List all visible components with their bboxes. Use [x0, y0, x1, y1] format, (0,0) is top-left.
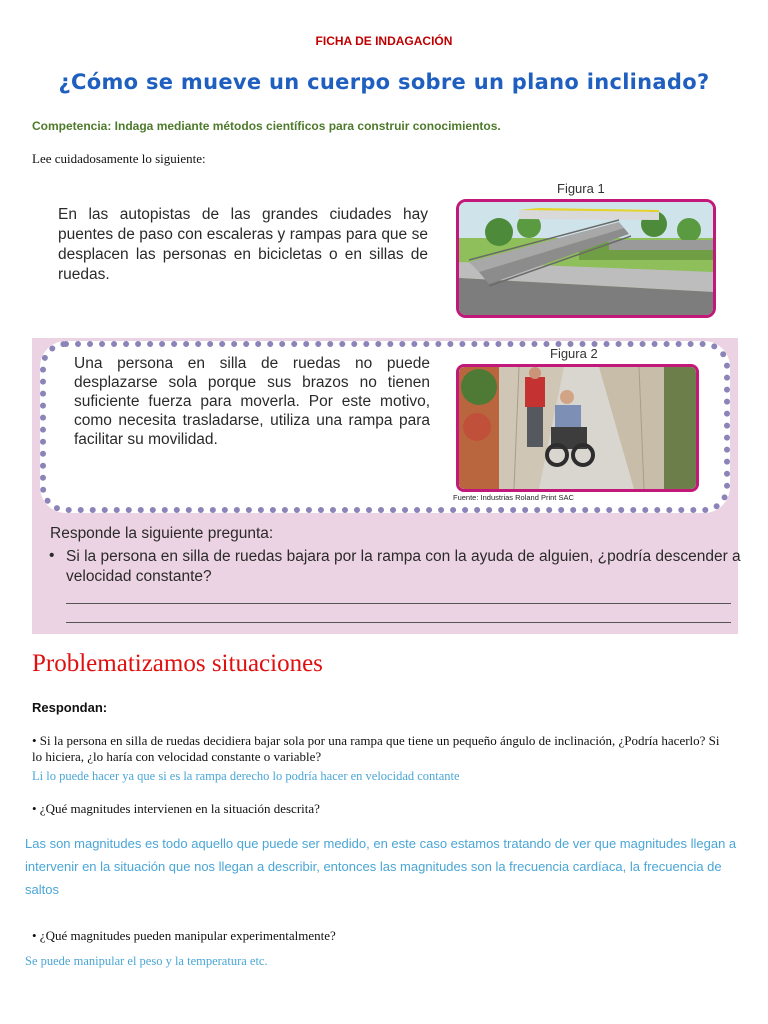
answer-3: Se puede manipular el peso y la temperatura etc.: [25, 954, 268, 968]
bridge-ramp-illustration: [459, 202, 713, 315]
respond-bullet: •: [49, 547, 55, 564]
question-3: • ¿Qué magnitudes pueden manipular experimentalmente?: [32, 928, 336, 943]
figure2-text: Una persona en silla de ruedas no puede desplazarse sola porque sus brazos no tienen suficiente fuerza para moverla. Por este motivo, como necesita trasladarse, utiliza una rampa para facilitar su movilidad.: [74, 355, 430, 448]
respond-heading: Responde la siguiente pregunta:: [50, 525, 274, 542]
answer-2: Las son magnitudes es todo aquello que puede ser medido, en este caso estamos tratando de ver que magnitudes llegan a intervenir en la situación que nos llegan a describir, entonces las magnitudes son la frecuencia cardíaca, la frecuencia de saltos: [25, 836, 737, 897]
figure2-image: [456, 364, 699, 492]
wheelchair-ramp-photo: [459, 367, 696, 489]
respondan-label: Respondan:: [32, 700, 108, 715]
figure1-text: En las autopistas de las grandes ciudades hay puentes de paso con escaleras y rampas para que se desplacen las personas en bicicletas o en sillas de ruedas.: [58, 206, 428, 283]
section-title: Problematizamos situaciones: [32, 650, 323, 677]
question-2: • ¿Qué magnitudes intervienen en la situación descrita?: [32, 801, 320, 816]
intro-text: Lee cuidadosamente lo siguiente:: [32, 151, 206, 166]
answer-line: [66, 622, 731, 623]
competence-text: Competencia: Indaga mediante métodos científicos para construir conocimientos.: [32, 119, 501, 133]
figure2-source: Fuente: Industrias Roland Print SAC: [453, 493, 574, 502]
figure2-label: Figura 2: [550, 346, 598, 361]
figure1-image: [456, 199, 716, 318]
page-title: ¿Cómo se mueve un cuerpo sobre un plano inclinado?: [58, 70, 710, 94]
header-label: FICHA DE INDAGACIÓN: [315, 34, 453, 48]
figure1-label: Figura 1: [557, 181, 605, 196]
answer-1: Li lo puede hacer ya que si es la rampa derecho lo podría hacer en velocidad contante: [32, 769, 460, 783]
question-1: • Si la persona en silla de ruedas decidiera bajar sola por una rampa que tiene un pequeño ángulo de inclinación, ¿Podría hacerlo? Si lo hiciera, ¿lo haría con velocidad constante o variable?: [32, 733, 720, 764]
answer-line: [66, 603, 731, 604]
respond-question: Si la persona en silla de ruedas bajara por la rampa con la ayuda de alguien, ¿podría descender a velocidad constante?: [66, 548, 741, 585]
